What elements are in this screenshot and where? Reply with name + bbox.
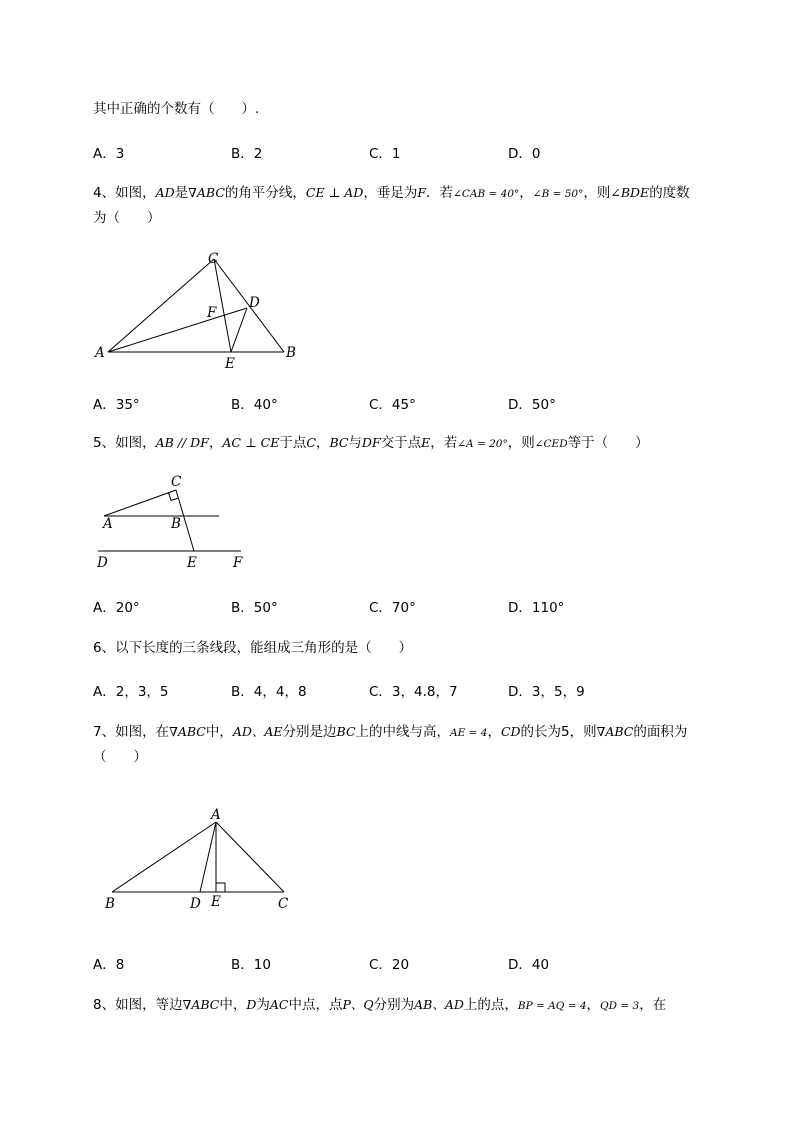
- q7-figure: [95, 805, 300, 915]
- q3-options: [93, 142, 733, 162]
- q5-options: [93, 596, 733, 616]
- q8-t3: 中点，点: [288, 997, 343, 1013]
- q7-t3: 上的中线与高，: [355, 724, 451, 740]
- q7-segment-ad: [200, 822, 216, 892]
- q5-comma2: ，: [315, 435, 330, 451]
- q7-stem-line2: （ ）: [93, 749, 147, 765]
- q7-segment-ac: [216, 822, 284, 892]
- q5-option-c[interactable]: C．70°: [369, 600, 416, 616]
- q5-option-d[interactable]: D．110°: [508, 600, 565, 616]
- q6-option-b[interactable]: B．4，4，8: [231, 684, 307, 700]
- q8-d: D: [246, 997, 257, 1012]
- q5-num: 5、如图，: [93, 435, 156, 451]
- q4-t5: ，则: [583, 185, 611, 201]
- q4-tri: ∇ABC: [188, 185, 225, 200]
- q4-segment-ad: [108, 308, 247, 352]
- q8-tri: ∇ABC: [182, 997, 220, 1012]
- q5-c: C: [306, 435, 316, 450]
- q5-figure: [90, 470, 250, 575]
- q3-option-c[interactable]: C．1: [369, 146, 401, 162]
- q4-t1: 是: [174, 185, 189, 201]
- q7-segment-ab: [112, 822, 216, 892]
- q4-t4: ．若: [426, 185, 454, 201]
- q7-stem: [93, 722, 687, 743]
- q4-figure: [90, 245, 310, 375]
- q5-t4: ，若: [430, 435, 458, 451]
- q7-comma: ，: [487, 724, 501, 740]
- q6-option-d[interactable]: D．3，5，9: [508, 684, 585, 700]
- q5-df: DF: [361, 435, 381, 450]
- q4-options: [93, 393, 733, 413]
- q4-stem: [93, 183, 690, 204]
- q5-label-f: F: [233, 555, 243, 571]
- q5-option-b[interactable]: B．50°: [231, 600, 278, 616]
- q8-comma: ，: [586, 997, 601, 1013]
- q7-label-c: C: [278, 896, 289, 912]
- q7-t1: 中，: [205, 724, 233, 740]
- q5-label-b: B: [171, 516, 181, 532]
- q4-stem-line2: 为（ ）: [93, 210, 161, 226]
- q8-t1: 中，: [219, 997, 247, 1013]
- q8-num: 8、如图，等边: [93, 997, 183, 1013]
- q7-label-d: D: [190, 896, 201, 912]
- q4-ceperp: CE ⊥ AD: [305, 185, 364, 200]
- q7-option-c[interactable]: C．20: [369, 957, 410, 973]
- q4-angle-cab: ∠CAB = 40°: [453, 188, 520, 200]
- q5-t2: 与: [348, 435, 362, 451]
- q4-option-a[interactable]: A．35°: [93, 397, 140, 413]
- q4-label-b: B: [286, 345, 296, 361]
- q4-label-d: D: [249, 295, 260, 311]
- q8-t2: 为: [256, 997, 270, 1013]
- q7-cd: CD: [500, 724, 521, 739]
- q7-option-b[interactable]: B．10: [231, 957, 271, 973]
- q4-ad: AD: [155, 185, 175, 200]
- q4-t6: 的度数: [649, 185, 690, 201]
- q5-label-d: D: [97, 555, 108, 571]
- q7-option-d[interactable]: D．40: [508, 957, 550, 973]
- q5-e: E: [421, 435, 431, 450]
- q4-option-d[interactable]: D．50°: [508, 397, 556, 413]
- q6-option-a[interactable]: A．2，3，5: [93, 684, 169, 700]
- q4-option-b[interactable]: B．40°: [231, 397, 278, 413]
- q8-stem: [93, 995, 666, 1016]
- q5-stem: [93, 433, 649, 454]
- q7-option-a[interactable]: A．8: [93, 957, 125, 973]
- q7-label-a: A: [211, 807, 221, 823]
- q5-t5: ，则: [507, 435, 535, 451]
- q4-t2: 的角平分线，: [224, 185, 306, 201]
- q5-t6: 等于（ ）: [567, 435, 649, 451]
- q7-tri: ∇ABC: [169, 724, 206, 739]
- q4-t3: ，垂足为: [363, 185, 418, 201]
- q5-label-a: A: [103, 516, 113, 532]
- q5-angle-ced: ∠CED: [534, 438, 568, 450]
- q4-num: 4、如图，: [93, 185, 156, 201]
- q4-label-f: F: [207, 305, 217, 321]
- q3-option-b[interactable]: B．2: [231, 146, 263, 162]
- q7-bc: BC: [336, 724, 356, 739]
- q8-t5: 上的点，: [463, 997, 518, 1013]
- q3-option-d[interactable]: D．0: [508, 146, 541, 162]
- q8-bp: BP = AQ = 4: [517, 1000, 587, 1012]
- q5-comma1: ，: [208, 435, 223, 451]
- q8-ac: AC: [269, 997, 289, 1012]
- q8-t4: 分别为: [373, 997, 415, 1013]
- q7-t4: 的长为5，则: [520, 724, 597, 740]
- q7-tri2: ∇ABC: [596, 724, 634, 739]
- q6-option-c[interactable]: C．3，4.8，7: [369, 684, 458, 700]
- q5-t3: 交于点: [380, 435, 422, 451]
- q5-segment-ac: [104, 490, 176, 516]
- q4-angle-bde: ∠BDE: [610, 185, 650, 200]
- q4-segment-ce: [214, 259, 231, 352]
- q4-segment-de: [231, 308, 247, 352]
- q3-option-a[interactable]: A．3: [93, 146, 125, 162]
- q5-option-a[interactable]: A．20°: [93, 600, 140, 616]
- q7-adae: AD、AE: [232, 724, 283, 739]
- q5-label-c: C: [171, 474, 182, 490]
- q8-qd: QD = 3: [600, 1000, 640, 1012]
- q5-angle-a: ∠A = 20°: [457, 438, 508, 450]
- q7-label-e: E: [211, 894, 221, 910]
- q4-angle-b: ∠B = 50°: [532, 188, 584, 200]
- q5-t1: 于点: [279, 435, 307, 451]
- q3-tail: 其中正确的个数有（ ）.: [93, 101, 260, 117]
- q4-label-c: C: [208, 251, 219, 267]
- q7-t5: 的面积为: [633, 724, 688, 740]
- q5-label-e: E: [187, 555, 197, 571]
- q8-pq: P、Q: [342, 997, 374, 1012]
- q4-comma: ，: [519, 185, 533, 201]
- q5-abdf: AB // DF: [155, 435, 209, 450]
- q7-ae4: AE = 4: [450, 727, 488, 739]
- q4-label-e: E: [225, 356, 235, 372]
- q4-segment-ac: [108, 259, 214, 352]
- q7-t2: 分别是边: [282, 724, 337, 740]
- q7-right-angle-mark: [216, 883, 225, 892]
- q7-label-b: B: [105, 896, 115, 912]
- q8-abad: AB、AD: [414, 997, 464, 1012]
- q7-num: 7、如图，在: [93, 724, 170, 740]
- q5-bc: BC: [329, 435, 349, 450]
- q7-options: [93, 953, 733, 973]
- q4-f: F: [417, 185, 427, 200]
- q4-label-a: A: [95, 345, 105, 361]
- q5-acce: AC ⊥ CE: [222, 435, 280, 450]
- q6-options: [93, 680, 733, 700]
- q4-option-c[interactable]: C．45°: [369, 397, 416, 413]
- q6-stem: 6、以下长度的三条线段，能组成三角形的是（ ）: [93, 640, 413, 656]
- q8-t6: ，在: [639, 997, 667, 1013]
